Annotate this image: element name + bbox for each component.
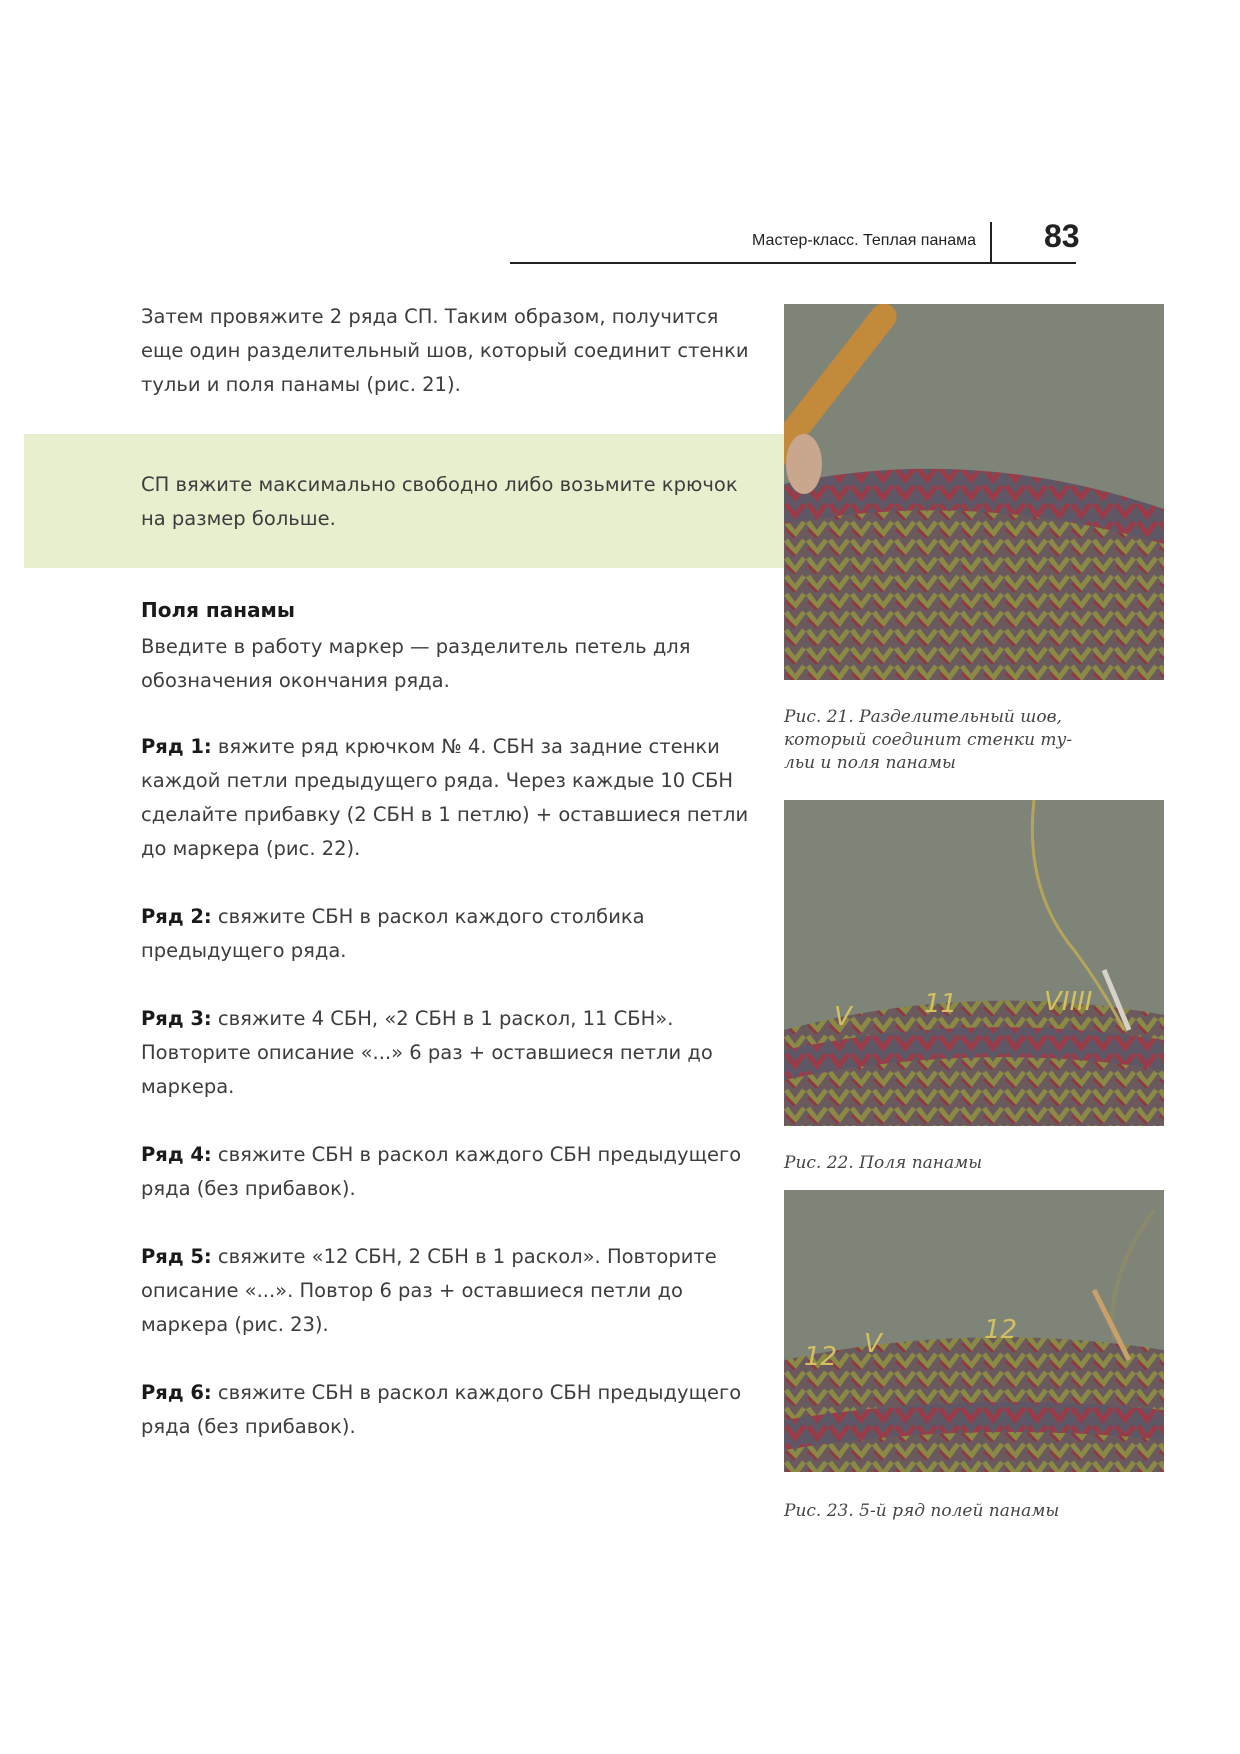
section-intro: Введите в работу маркер — разделитель петель для обозначения окончания ряда.: [141, 635, 691, 692]
row-text: вяжите ряд крючком № 4. СБН за задние стенки каждой петли предыдущего ряда. Через каждые 10 СБН сделайте прибавку (2 СБН в 1 петлю) + оставшиеся петли до маркера (рис. 22).: [141, 735, 749, 860]
figure-21-caption: Рис. 21. Разделительный шов, который соединит стенки ту-льи и поля панамы: [784, 707, 1073, 773]
row-text: свяжите 4 СБН, «2 СБН в 1 раскол, 11 СБН». Повторите описание «...» 6 раз + оставшиеся петли до маркера.: [141, 1007, 713, 1098]
row-text: свяжите «12 СБН, 2 СБН в 1 раскол». Повторите описание «...». Повтор 6 раз + оставшиеся петли до маркера (рис. 23).: [141, 1245, 717, 1336]
row-instruction: [141, 1376, 761, 1444]
row-instruction: [141, 730, 761, 866]
svg-text:11: 11: [924, 989, 958, 1019]
header-rule: [510, 262, 1076, 264]
row-text: свяжите СБН в раскол каждого столбика предыдущего ряда.: [141, 905, 645, 962]
row-label: Ряд 5:: [141, 1245, 212, 1268]
page-number: 83: [1044, 218, 1080, 254]
svg-text:V: V: [834, 1002, 852, 1032]
chapter-title: Мастер-класс. Теплая панама: [752, 232, 976, 249]
tip-callout-text: СП вяжите максимально свободно либо возьмите крючок на размер больше.: [141, 473, 738, 530]
svg-text:12: 12: [984, 1315, 1018, 1345]
row-instruction: [141, 1138, 761, 1206]
figure-21-photo: [784, 304, 1164, 680]
crochet-row5-illustration: [784, 1190, 1164, 1472]
row-label: Ряд 1:: [141, 735, 212, 758]
crochet-seam-illustration: [784, 304, 1164, 680]
row-instruction: [141, 900, 761, 968]
row-label: Ряд 6:: [141, 1381, 212, 1404]
crochet-brim-illustration: [784, 800, 1164, 1126]
row-label: Ряд 3:: [141, 1007, 212, 1030]
row-instruction: [141, 1240, 761, 1342]
intro-paragraph: Затем провяжите 2 ряда СП. Таким образом, получится еще один разделительный шов, который соединит стенки тульи и поля панамы (рис. 21).: [141, 305, 749, 396]
figure-23-caption: Рис. 23. 5-й ряд полей панамы: [784, 1501, 1060, 1521]
figure-23-photo: [784, 1190, 1164, 1472]
row-instruction: [141, 1002, 761, 1104]
svg-text:V: V: [864, 1329, 882, 1359]
row-label: Ряд 4:: [141, 1143, 212, 1166]
svg-text:VIIII: VIIII: [1044, 987, 1093, 1017]
row-text: свяжите СБН в раскол каждого СБН предыдущего ряда (без прибавок).: [141, 1381, 742, 1438]
svg-text:12: 12: [804, 1342, 838, 1372]
header-divider: [990, 222, 992, 262]
figure-22-caption: Рис. 22. Поля панамы: [784, 1153, 983, 1173]
section-title: Поля панамы: [141, 598, 295, 622]
row-label: Ряд 2:: [141, 905, 212, 928]
figure-22-photo: [784, 800, 1164, 1126]
row-text: свяжите СБН в раскол каждого СБН предыдущего ряда (без прибавок).: [141, 1143, 742, 1200]
